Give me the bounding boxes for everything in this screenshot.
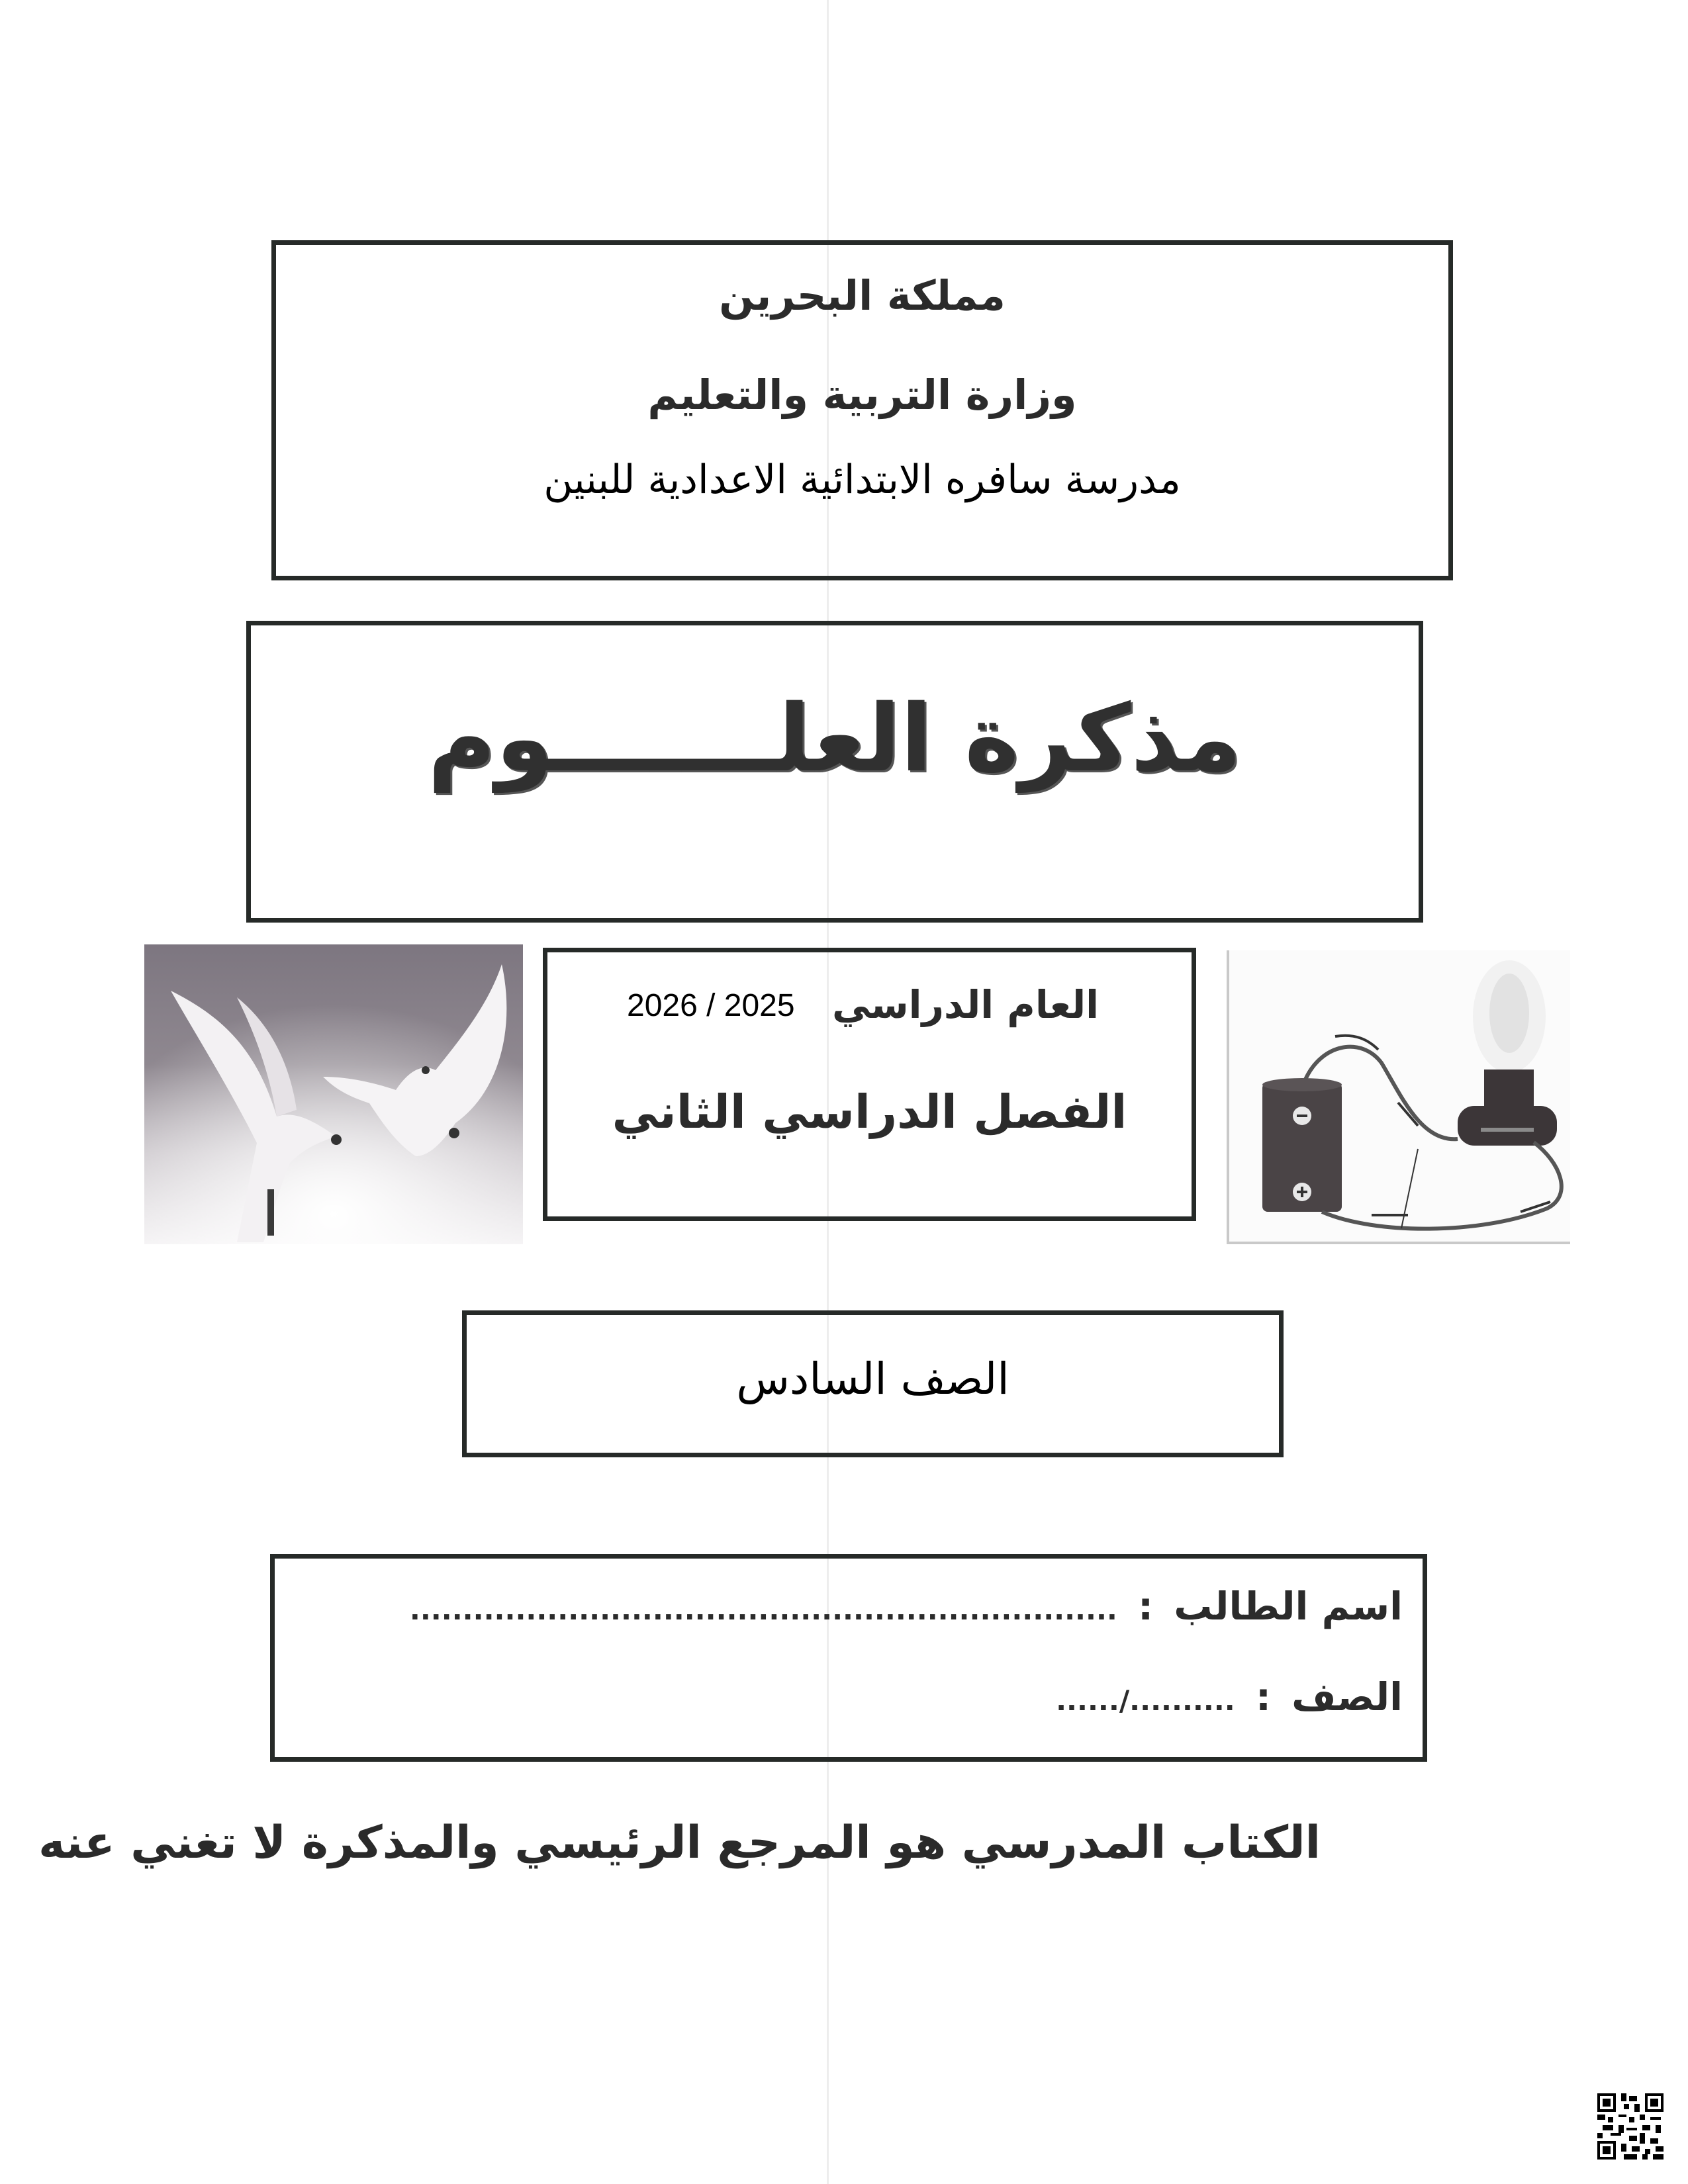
year-row <box>547 982 1192 1035</box>
qr-code-icon <box>1597 2093 1664 2160</box>
academic-year-box <box>543 948 1196 1221</box>
ministry-name: وزارة التربية والتعليم <box>647 371 1077 419</box>
header-box <box>271 240 1453 580</box>
grade-box <box>462 1310 1284 1457</box>
doves-image <box>144 944 523 1244</box>
document-title: مذكرة العلـــــــوم <box>428 685 1242 793</box>
student-class-colon: : <box>1255 1674 1272 1719</box>
school-name: مدرسة سافره الابتدائية الاعدادية للبنين <box>543 457 1181 503</box>
student-info-box <box>270 1554 1427 1762</box>
title-box <box>246 621 1423 923</box>
doves-icon <box>144 944 523 1244</box>
textbook-reference-note: الكتاب المدرسي هو المرجع الرئيسي والمذكرة لا تغني عنه <box>38 1817 1321 1869</box>
student-class-field[interactable]: ....../.......... <box>1056 1684 1235 1717</box>
circuit-image <box>1227 950 1570 1244</box>
student-name-field[interactable]: ................................................................... <box>409 1594 1117 1626</box>
year-value: 2026 / 2025 <box>627 988 795 1023</box>
student-name-label: اسم الطالب <box>1174 1584 1403 1629</box>
country-name: مملكة البحرين <box>719 271 1006 320</box>
student-class-label: الصف <box>1291 1674 1403 1719</box>
year-label: العام الدراسي <box>831 982 1099 1027</box>
term-label: الفصل الدراسي الثاني <box>612 1085 1127 1139</box>
grade-label: الصف السادس <box>736 1353 1009 1404</box>
student-name-row <box>410 1584 1403 1629</box>
qr-code[interactable] <box>1597 2093 1664 2160</box>
student-class-row <box>1056 1674 1403 1719</box>
student-name-colon: : <box>1137 1584 1154 1629</box>
circuit-icon <box>1229 950 1570 1242</box>
